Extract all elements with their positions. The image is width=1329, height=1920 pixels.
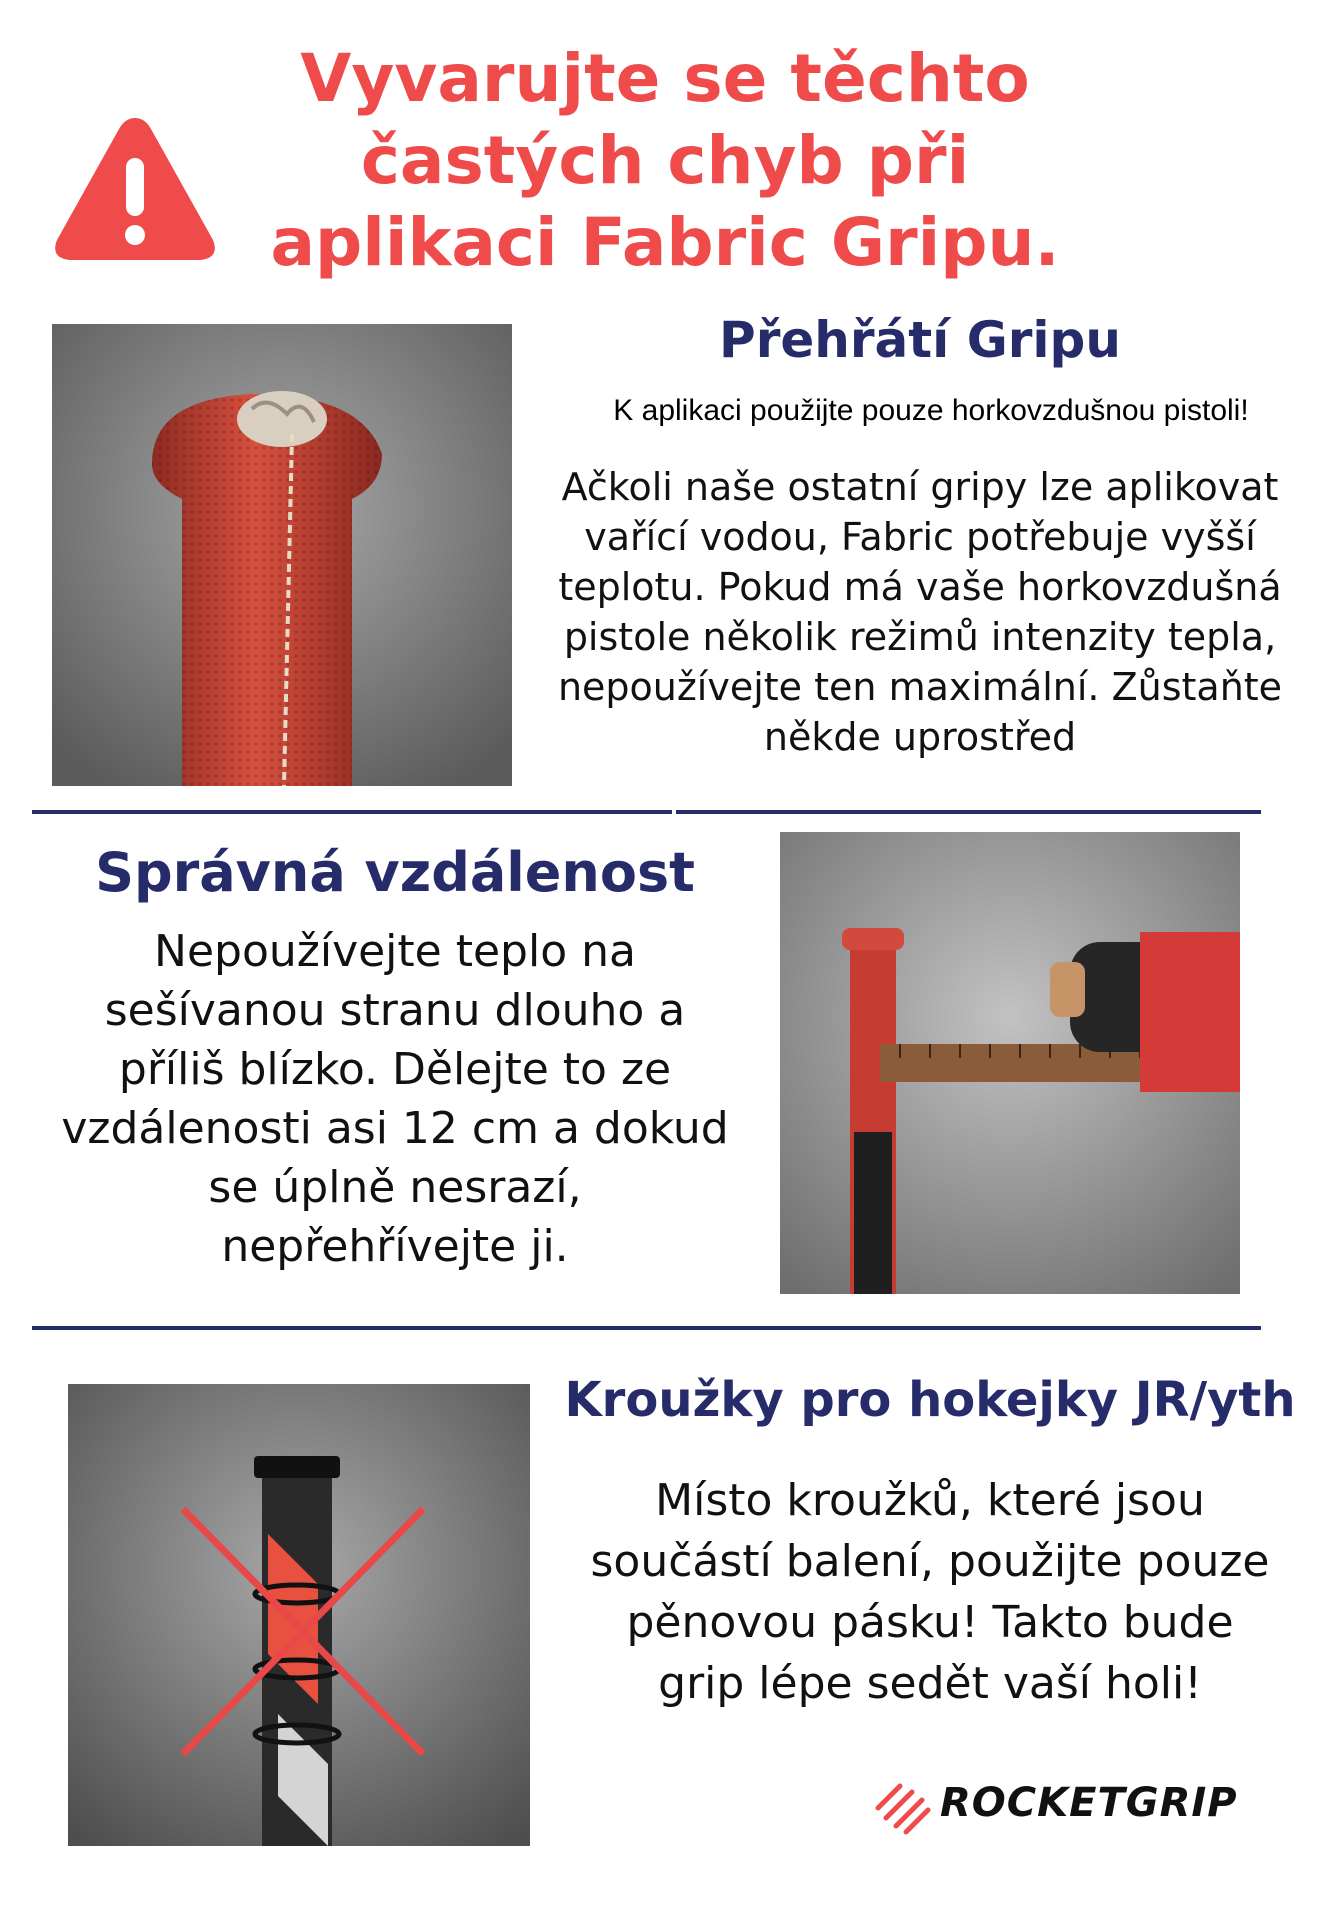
rocketgrip-logo [870, 1770, 1250, 1840]
body-line: pistole několik režimů intenzity tepla, [563, 615, 1277, 659]
section-divider [32, 1326, 1261, 1330]
title-line-3: aplikaci Fabric Gripu. [270, 204, 1060, 281]
warning-icon [50, 110, 220, 270]
section-heading-overheating: Přehřátí Gripu [719, 311, 1121, 369]
body-line: Ačkoli naše ostatní gripy lze aplikovat [561, 465, 1279, 509]
overheated-grip-photo [52, 324, 512, 786]
logo-wordmark: ROCKETGRIP [940, 1780, 1238, 1826]
section-heading-rings: Kroužky pro hokejky JR/yth [564, 1372, 1296, 1428]
heat-gun-distance-photo [780, 832, 1240, 1294]
body-line: sešívanou stranu dlouho a [104, 985, 686, 1036]
section-divider [676, 810, 1261, 814]
body-line: někde uprostřed [763, 715, 1077, 759]
body-line: vařící vodou, Fabric potřebuje vyšší [584, 515, 1256, 559]
stick-with-rings-crossed-photo [68, 1384, 530, 1846]
body-line: pěnovou pásku! Takto bude [626, 1597, 1234, 1648]
body-line: grip lépe sedět vaší holi! [658, 1658, 1202, 1709]
title-line-2: častých chyb při [360, 122, 970, 199]
body-line: teplotu. Pokud má vaše horkovzdušná [558, 565, 1282, 609]
body-line: nepoužívejte ten maximální. Zůstaňte [557, 665, 1283, 709]
body-line: příliš blízko. Dělejte to ze [118, 1044, 672, 1095]
body-line: Místo kroužků, které jsou [655, 1475, 1205, 1526]
section-body-overheating [530, 462, 1310, 762]
body-line: se úplně nesrazí, [208, 1162, 582, 1213]
section-body-distance [30, 922, 760, 1276]
page-title [250, 38, 1080, 284]
section-subheading-overheating: K aplikaci použijte pouze horkovzdušnou pistoli! [613, 394, 1249, 427]
section-divider [32, 810, 672, 814]
section-heading-distance: Správná vzdálenost [95, 841, 695, 904]
title-line-1: Vyvarujte se těchto [300, 40, 1030, 117]
body-line: součástí balení, použijte pouze [590, 1536, 1270, 1587]
body-line: vzdálenosti asi 12 cm a dokud [61, 1103, 729, 1154]
body-line: Nepoužívejte teplo na [154, 926, 636, 977]
logo-stripes-icon [870, 1774, 934, 1838]
body-line: nepřehřívejte ji. [221, 1221, 569, 1272]
section-body-rings [560, 1470, 1300, 1714]
